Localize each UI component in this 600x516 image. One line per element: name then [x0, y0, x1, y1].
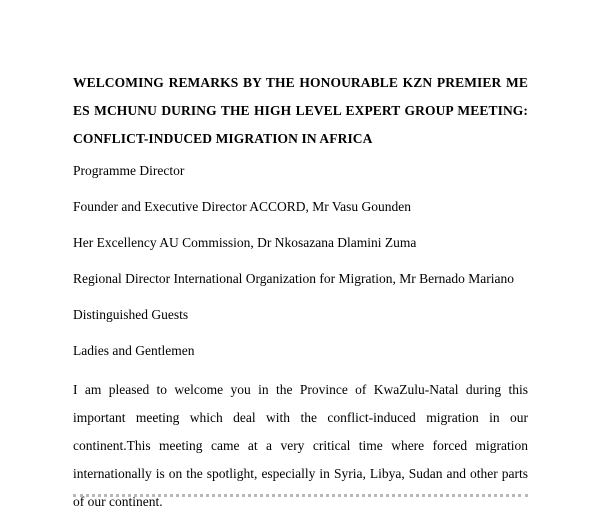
salutation-au-commission: Her Excellency AU Commission, Dr Nkosazana Dlamini Zuma	[73, 235, 417, 250]
truncated-next-line	[73, 490, 528, 500]
document-title: WELCOMING REMARKS BY THE HONOURABLE KZN PREMIER ME ES MCHUNU DURING THE HIGH LEVEL EXPERT GROUP MEETING: CONFLICT-INDUCED MIGRATION IN AFRICA	[73, 75, 528, 146]
salutation-accord-director: Founder and Executive Director ACCORD, Mr Vasu Gounden	[73, 199, 411, 214]
body-paragraph: I am pleased to welcome you in the Province of KwaZulu-Natal during this important meeting which deal with the conflict-induced migration in our continent.This meeting came at a very critical time where forced migration internationally is on the spotlight, especially in Syria, Libya, Sudan and other parts of our continent.	[73, 382, 528, 509]
salutation-programme-director: Programme Director	[73, 163, 185, 178]
document-page	[73, 0, 528, 509]
salutation-distinguished-guests: Distinguished Guests	[73, 307, 189, 322]
salutation-iom-director: Regional Director International Organization for Migration, Mr Bernado Mariano	[73, 271, 514, 286]
salutation-ladies-gentlemen: Ladies and Gentlemen	[73, 343, 195, 358]
